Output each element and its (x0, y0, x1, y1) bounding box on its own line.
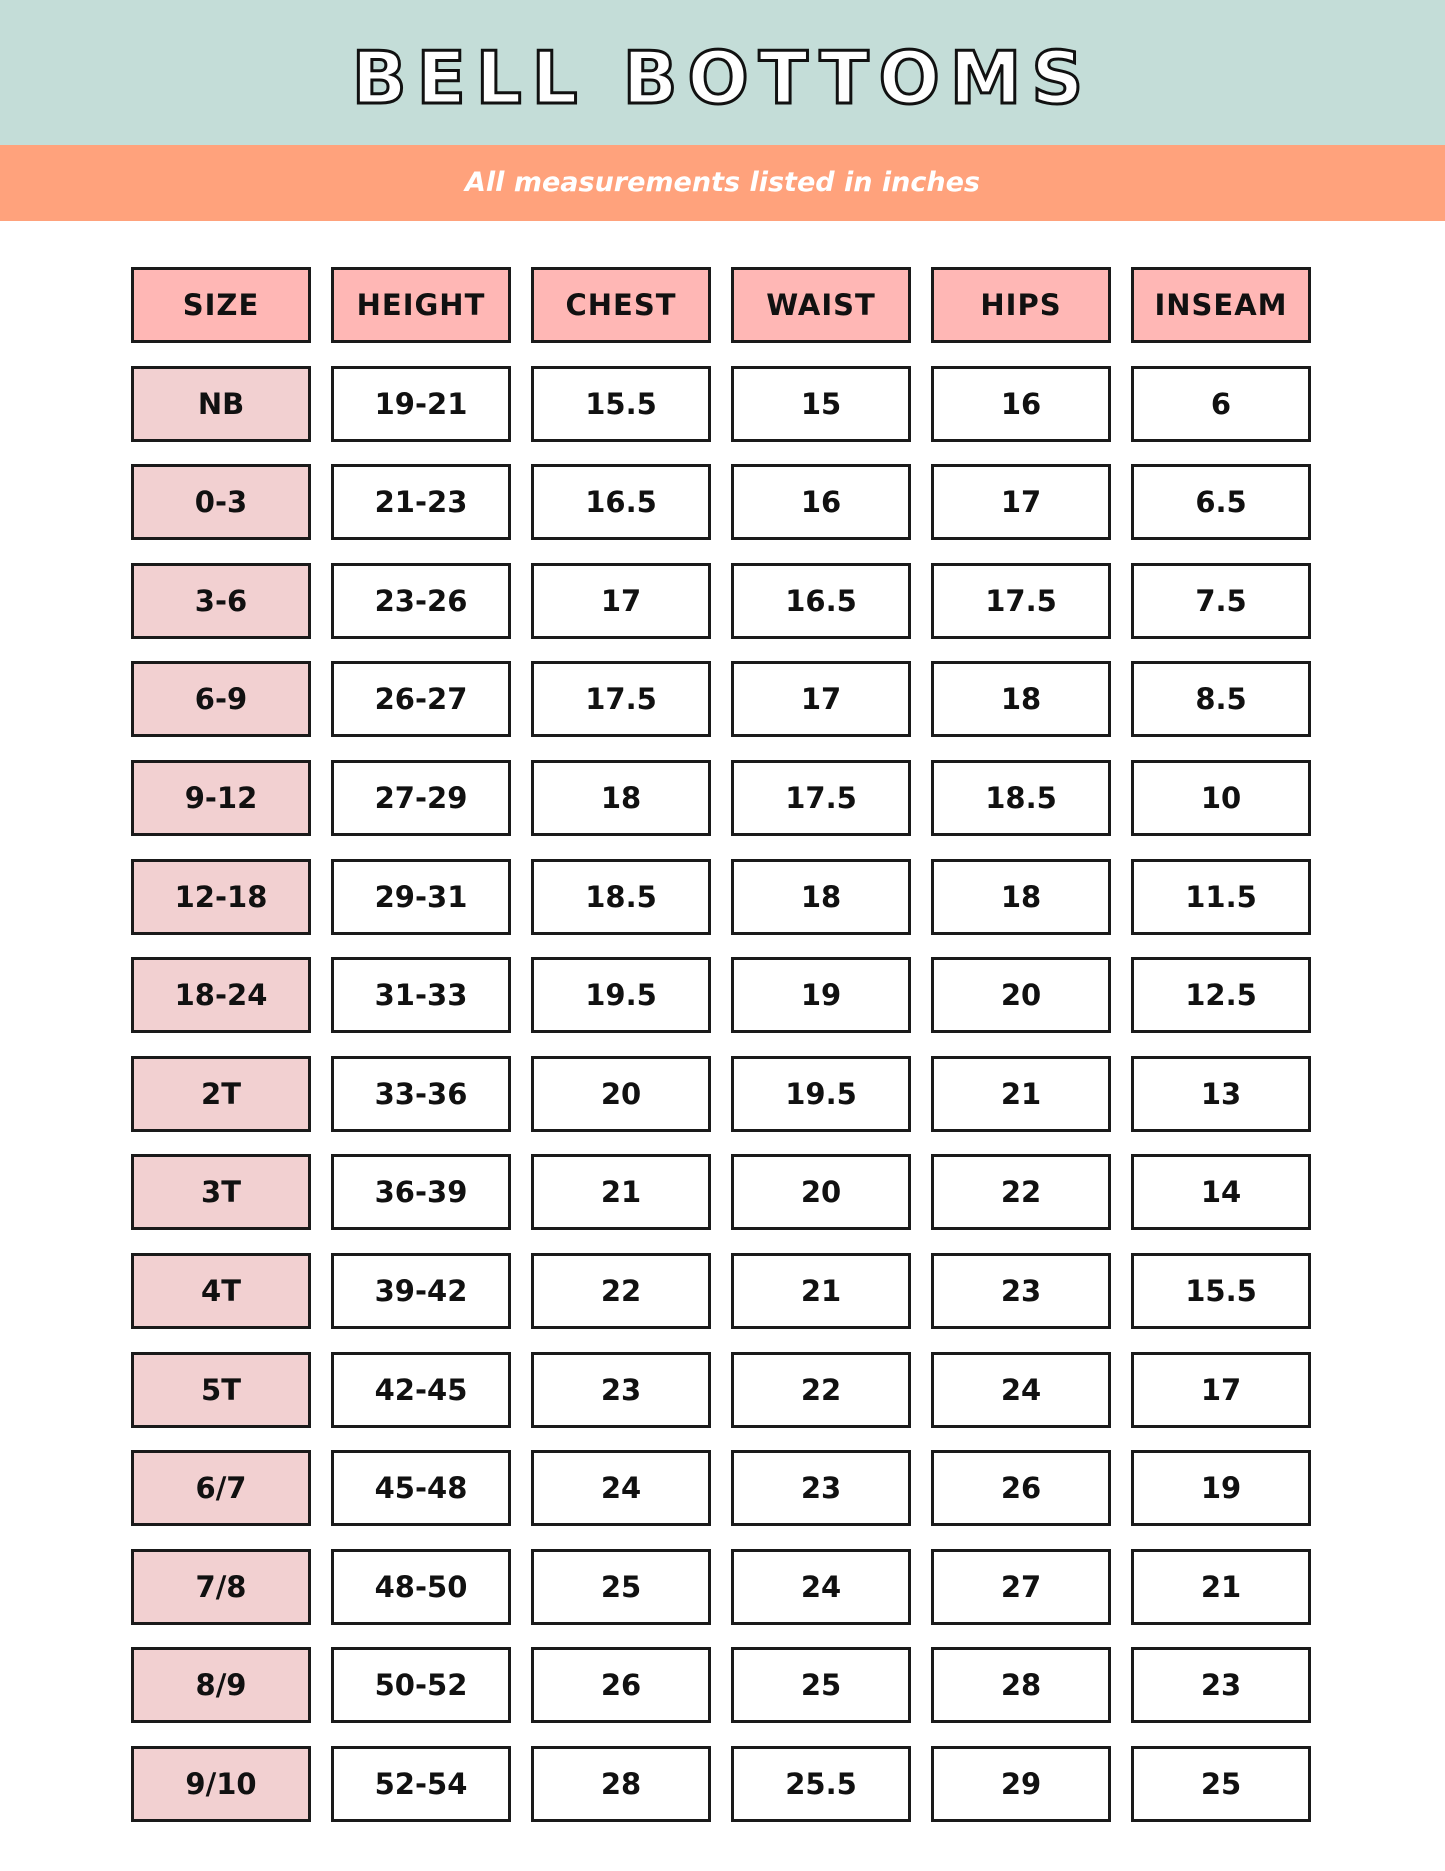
measurement-cell-height: 31-33 (331, 957, 511, 1033)
measurement-cell-inseam: 23 (1131, 1647, 1311, 1723)
measurement-cell-hips: 24 (931, 1352, 1111, 1428)
measurement-cell-waist: 25.5 (731, 1746, 911, 1822)
measurement-cell-waist: 16.5 (731, 563, 911, 639)
measurement-cell-chest: 28 (531, 1746, 711, 1822)
column-header-hips: HIPS (931, 267, 1111, 343)
size-label-cell: 6/7 (131, 1450, 311, 1526)
size-label-cell: 3-6 (131, 563, 311, 639)
measurement-cell-waist: 24 (731, 1549, 911, 1625)
measurement-cell-waist: 19.5 (731, 1056, 911, 1132)
measurement-cell-height: 33-36 (331, 1056, 511, 1132)
measurement-cell-hips: 23 (931, 1253, 1111, 1329)
size-chart-table (131, 267, 1311, 1822)
column-header-inseam: INSEAM (1131, 267, 1311, 343)
measurement-cell-height: 48-50 (331, 1549, 511, 1625)
measurement-cell-hips: 18.5 (931, 760, 1111, 836)
measurement-cell-inseam: 15.5 (1131, 1253, 1311, 1329)
measurement-cell-inseam: 17 (1131, 1352, 1311, 1428)
measurement-cell-chest: 20 (531, 1056, 711, 1132)
measurement-cell-hips: 18 (931, 859, 1111, 935)
measurement-cell-inseam: 7.5 (1131, 563, 1311, 639)
measurement-cell-height: 39-42 (331, 1253, 511, 1329)
measurement-cell-height: 27-29 (331, 760, 511, 836)
subtitle-banner (0, 145, 1445, 221)
measurement-cell-hips: 18 (931, 661, 1111, 737)
measurement-cell-chest: 18.5 (531, 859, 711, 935)
size-label-cell: 4T (131, 1253, 311, 1329)
measurement-cell-height: 50-52 (331, 1647, 511, 1723)
measurement-cell-inseam: 10 (1131, 760, 1311, 836)
measurement-cell-waist: 23 (731, 1450, 911, 1526)
measurement-cell-hips: 16 (931, 366, 1111, 442)
measurement-cell-inseam: 12.5 (1131, 957, 1311, 1033)
measurement-cell-inseam: 21 (1131, 1549, 1311, 1625)
measurement-cell-hips: 29 (931, 1746, 1111, 1822)
column-header-height: HEIGHT (331, 267, 511, 343)
measurement-cell-chest: 19.5 (531, 957, 711, 1033)
measurement-cell-waist: 17.5 (731, 760, 911, 836)
column-header-waist: WAIST (731, 267, 911, 343)
size-label-cell: 9/10 (131, 1746, 311, 1822)
measurement-cell-waist: 18 (731, 859, 911, 935)
measurement-cell-chest: 24 (531, 1450, 711, 1526)
measurement-cell-height: 45-48 (331, 1450, 511, 1526)
page-title: BELL BOTTOMS (351, 36, 1094, 120)
size-label-cell: 9-12 (131, 760, 311, 836)
size-label-cell: 18-24 (131, 957, 311, 1033)
measurement-cell-hips: 22 (931, 1154, 1111, 1230)
measurement-cell-chest: 15.5 (531, 366, 711, 442)
size-label-cell: 5T (131, 1352, 311, 1428)
measurement-cell-waist: 22 (731, 1352, 911, 1428)
size-label-cell: 12-18 (131, 859, 311, 935)
measurement-cell-inseam: 14 (1131, 1154, 1311, 1230)
measurement-cell-inseam: 11.5 (1131, 859, 1311, 935)
size-label-cell: 2T (131, 1056, 311, 1132)
measurement-cell-hips: 20 (931, 957, 1111, 1033)
measurement-cell-hips: 17 (931, 464, 1111, 540)
measurement-cell-inseam: 19 (1131, 1450, 1311, 1526)
size-label-cell: 7/8 (131, 1549, 311, 1625)
measurement-cell-chest: 17 (531, 563, 711, 639)
measurement-cell-height: 23-26 (331, 563, 511, 639)
measurement-cell-inseam: 25 (1131, 1746, 1311, 1822)
measurement-cell-chest: 23 (531, 1352, 711, 1428)
measurement-cell-chest: 18 (531, 760, 711, 836)
measurement-cell-height: 26-27 (331, 661, 511, 737)
size-label-cell: 6-9 (131, 661, 311, 737)
measurement-cell-waist: 16 (731, 464, 911, 540)
column-header-chest: CHEST (531, 267, 711, 343)
measurement-cell-waist: 17 (731, 661, 911, 737)
measurement-cell-height: 42-45 (331, 1352, 511, 1428)
measurement-cell-hips: 17.5 (931, 563, 1111, 639)
measurement-cell-chest: 16.5 (531, 464, 711, 540)
measurement-cell-waist: 15 (731, 366, 911, 442)
measurement-cell-waist: 19 (731, 957, 911, 1033)
page-subtitle: All measurements listed in inches (465, 167, 980, 198)
measurement-cell-chest: 25 (531, 1549, 711, 1625)
measurement-cell-height: 36-39 (331, 1154, 511, 1230)
measurement-cell-hips: 26 (931, 1450, 1111, 1526)
measurement-cell-height: 52-54 (331, 1746, 511, 1822)
size-label-cell: 3T (131, 1154, 311, 1230)
measurement-cell-height: 21-23 (331, 464, 511, 540)
measurement-cell-chest: 26 (531, 1647, 711, 1723)
size-label-cell: 8/9 (131, 1647, 311, 1723)
measurement-cell-height: 19-21 (331, 366, 511, 442)
measurement-cell-inseam: 13 (1131, 1056, 1311, 1132)
measurement-cell-chest: 17.5 (531, 661, 711, 737)
measurement-cell-chest: 21 (531, 1154, 711, 1230)
measurement-cell-hips: 21 (931, 1056, 1111, 1132)
measurement-cell-hips: 28 (931, 1647, 1111, 1723)
measurement-cell-height: 29-31 (331, 859, 511, 935)
measurement-cell-chest: 22 (531, 1253, 711, 1329)
column-header-size: SIZE (131, 267, 311, 343)
measurement-cell-hips: 27 (931, 1549, 1111, 1625)
measurement-cell-waist: 25 (731, 1647, 911, 1723)
measurement-cell-waist: 20 (731, 1154, 911, 1230)
title-banner (0, 0, 1445, 145)
size-label-cell: 0-3 (131, 464, 311, 540)
measurement-cell-inseam: 6.5 (1131, 464, 1311, 540)
size-label-cell: NB (131, 366, 311, 442)
measurement-cell-inseam: 8.5 (1131, 661, 1311, 737)
measurement-cell-inseam: 6 (1131, 366, 1311, 442)
measurement-cell-waist: 21 (731, 1253, 911, 1329)
